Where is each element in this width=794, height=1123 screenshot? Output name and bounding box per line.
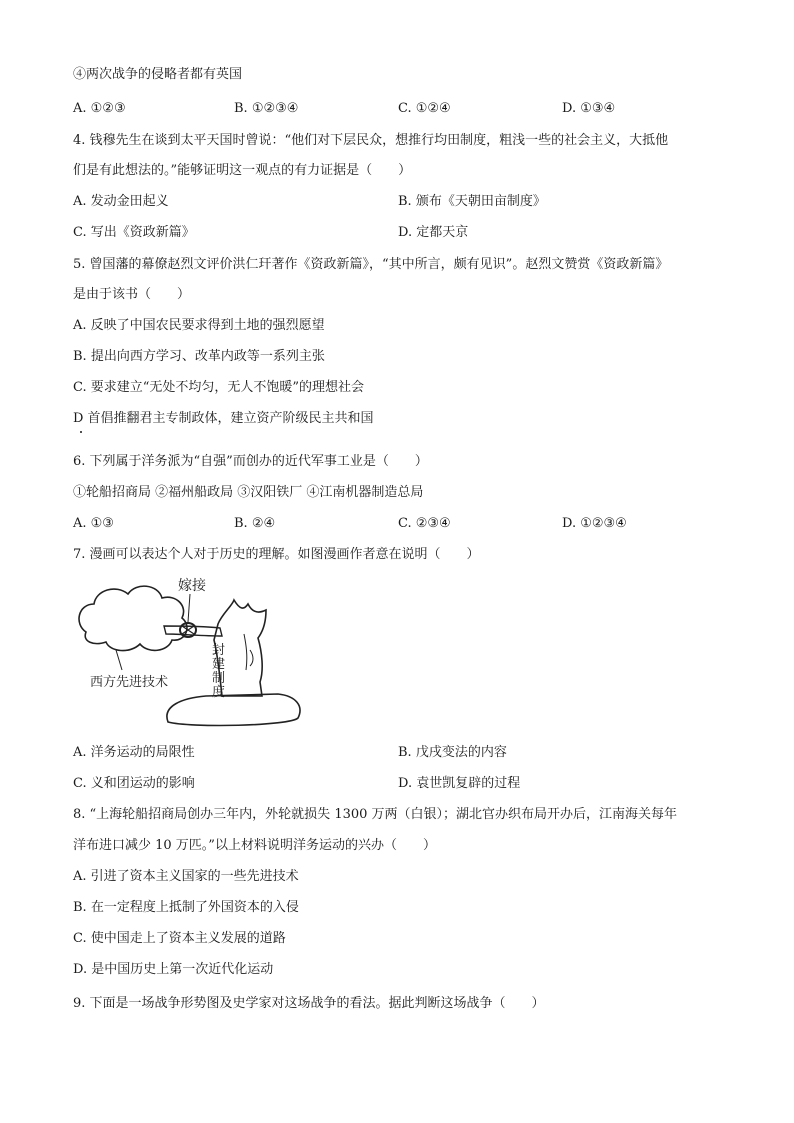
q4-option-d[interactable]: D. 定都天京 bbox=[398, 225, 469, 240]
q3-option-c[interactable]: C. ①②④ bbox=[398, 101, 451, 116]
q3-option-d[interactable]: D. ①③④ bbox=[562, 101, 616, 116]
q6-option-b[interactable]: B. ②④ bbox=[234, 516, 276, 531]
q4-option-b[interactable]: B. 颁布《天朝田亩制度》 bbox=[398, 194, 546, 209]
q3-option-b[interactable]: B. ①②③④ bbox=[234, 101, 299, 116]
q4-option-c[interactable]: C. 写出《资政新篇》 bbox=[73, 225, 195, 240]
cloud-shape bbox=[79, 586, 187, 650]
tree-label-char: 制 bbox=[212, 671, 226, 686]
tree-label-char: 封 bbox=[212, 643, 226, 658]
q5-stem-line1: 5. 曾国藩的幕僚赵烈文评价洪仁玕著作《资政新篇》，“其中所言，颇有见识”。赵烈文赞赏《资政新篇》 bbox=[73, 257, 669, 272]
graft-label: 嫁接 bbox=[178, 578, 206, 594]
q6-option-a[interactable]: A. ①③ bbox=[73, 516, 114, 531]
q4-stem-line1: 4. 钱穆先生在谈到太平天国时曾说：“他们对下层民众，想推行均田制度，粗浅一些的社会主义，大抵他 bbox=[73, 133, 669, 148]
q6-stem: 6. 下列属于洋务派为“自强”而创办的近代军事工业是（ ） bbox=[73, 454, 428, 469]
q8-stem-line1: 8. “上海轮船招商局创办三年内，外轮就损失 1300 万两（白银）；湖北官办织布局开办后，江南海关每年 bbox=[73, 807, 678, 822]
stray-dot bbox=[80, 431, 82, 433]
q5-option-c[interactable]: C. 要求建立“无处不均匀，无人不饱暖”的理想社会 bbox=[73, 380, 365, 395]
ground bbox=[167, 694, 300, 725]
q9-stem: 9. 下面是一场战争形势图及史学家对这场战争的看法。据此判断这场战争（ ） bbox=[73, 996, 545, 1011]
q8-option-d[interactable]: D. 是中国历史上第一次近代化运动 bbox=[73, 962, 274, 977]
q5-stem-line2: 是由于该书（ ） bbox=[73, 287, 191, 302]
q8-option-a[interactable]: A. 引进了资本主义国家的一些先进技术 bbox=[73, 869, 299, 884]
q3-statement-4: ④两次战争的侵略者都有英国 bbox=[73, 67, 243, 82]
q4-option-a[interactable]: A. 发动金田起义 bbox=[73, 194, 169, 209]
q8-option-b[interactable]: B. 在一定程度上抵制了外国资本的入侵 bbox=[73, 900, 299, 915]
q8-option-c[interactable]: C. 使中国走上了资本主义发展的道路 bbox=[73, 931, 286, 946]
q7-cartoon bbox=[72, 574, 312, 734]
tree-label-char: 建 bbox=[212, 657, 226, 672]
q7-stem: 7. 漫画可以表达个人对于历史的理解。如图漫画作者意在说明（ ） bbox=[73, 547, 480, 562]
q7-option-c[interactable]: C. 义和团运动的影响 bbox=[73, 776, 195, 791]
q7-option-a[interactable]: A. 洋务运动的局限性 bbox=[73, 745, 195, 760]
q7-option-d[interactable]: D. 袁世凯复辟的过程 bbox=[398, 776, 521, 791]
q7-option-b[interactable]: B. 戊戌变法的内容 bbox=[398, 745, 507, 760]
q5-option-b[interactable]: B. 提出向西方学习、改革内政等一系列主张 bbox=[73, 349, 325, 364]
q4-stem-line2: 们是有此想法的。”能够证明这一观点的有力证据是（ ） bbox=[73, 163, 412, 178]
q6-items: ①轮船招商局 ②福州船政局 ③汉阳铁厂 ④江南机器制造总局 bbox=[73, 485, 424, 500]
q6-option-c[interactable]: C. ②③④ bbox=[398, 516, 451, 531]
q3-option-a[interactable]: A. ①②③ bbox=[73, 101, 126, 116]
q8-stem-line2: 洋布进口减少 10 万匹。”以上材料说明洋务运动的兴办（ ） bbox=[73, 838, 436, 853]
tree-label-char: 度 bbox=[212, 685, 226, 700]
q6-option-d[interactable]: D. ①②③④ bbox=[562, 516, 627, 531]
cloud-label: 西方先进技术 bbox=[90, 675, 169, 690]
q5-option-d[interactable]: D 首倡推翻君主专制政体，建立资产阶级民主共和国 bbox=[73, 411, 374, 426]
q5-option-a[interactable]: A. 反映了中国农民要求得到土地的强烈愿望 bbox=[73, 318, 325, 333]
